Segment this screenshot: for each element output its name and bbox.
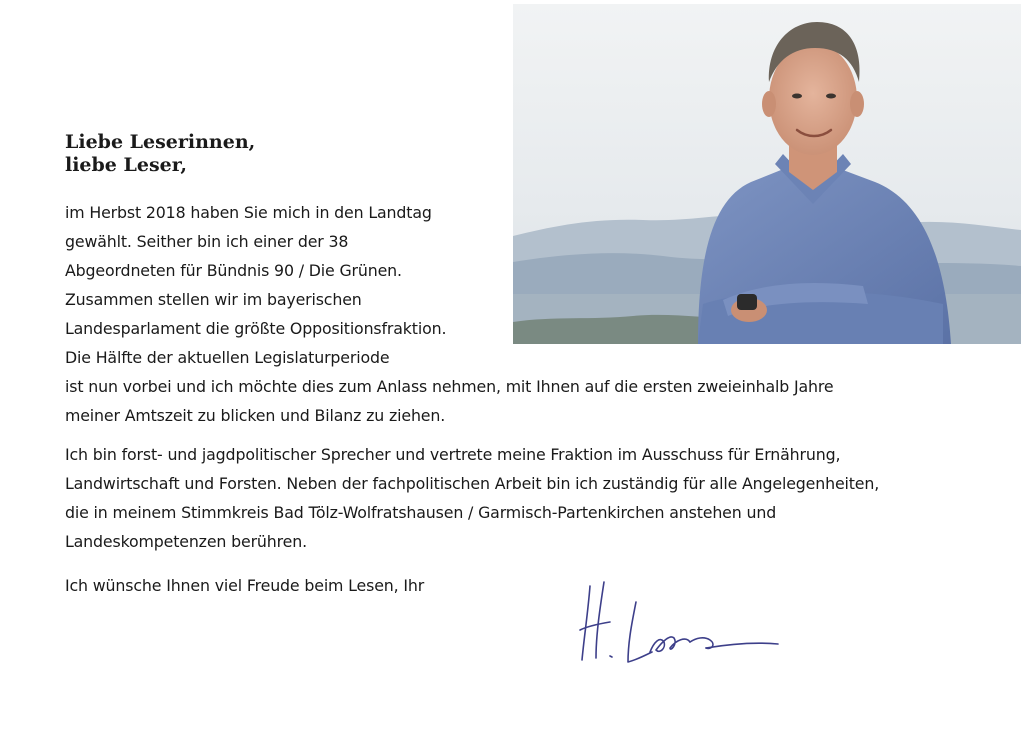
greeting-line-2: liebe Leser,: [65, 154, 187, 176]
text-line: die in meinem Stimmkreis Bad Tölz-Wolfratshausen / Garmisch-Partenkirchen anstehen und: [65, 503, 777, 522]
text-line: Landesparlament die größte Oppositionsfraktion.: [65, 319, 447, 338]
text-line: Die Hälfte der aktuellen Legislaturperiode: [65, 348, 390, 367]
text-line: gewählt. Seither bin ich einer der 38: [65, 232, 349, 251]
text-line: Abgeordneten für Bündnis 90 / Die Grünen.: [65, 261, 402, 280]
text-line: im Herbst 2018 haben Sie mich in den Landtag: [65, 203, 432, 222]
text-line: Landeskompetenzen berühren.: [65, 532, 307, 551]
responsibilities-paragraph: [65, 440, 879, 556]
handwritten-signature: [570, 572, 790, 672]
closing-line: [65, 571, 424, 600]
greeting-heading: [65, 131, 255, 177]
intro-paragraph: [65, 198, 833, 430]
text-line: Landwirtschaft und Forsten. Neben der fachpolitischen Arbeit bin ich zuständig für alle Angelegenheiten,: [65, 474, 880, 493]
closing-text: Ich wünsche Ihnen viel Freude beim Lesen, Ihr: [65, 576, 425, 595]
greeting-line-1: Liebe Leserinnen,: [65, 131, 256, 153]
text-line: Zusammen stellen wir im bayerischen: [65, 290, 362, 309]
text-line: meiner Amtszeit zu blicken und Bilanz zu ziehen.: [65, 406, 446, 425]
text-line: Ich bin forst- und jagdpolitischer Sprecher und vertrete meine Fraktion im Ausschuss für Ernährung,: [65, 445, 841, 464]
text-line: ist nun vorbei und ich möchte dies zum Anlass nehmen, mit Ihnen auf die ersten zweieinhalb Jahre: [65, 377, 834, 396]
